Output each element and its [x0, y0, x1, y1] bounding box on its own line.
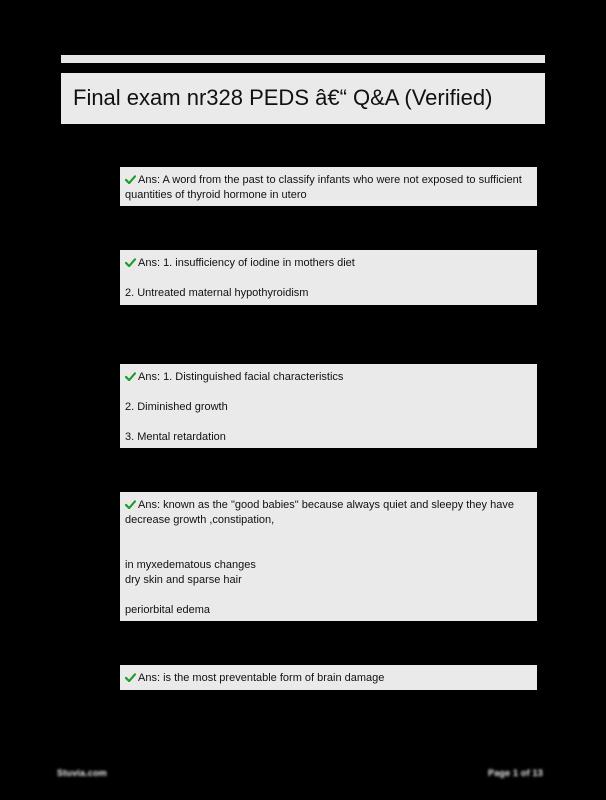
answer-box-4: [120, 492, 537, 621]
answer-text: Ans: is the most preventable form of brain damage: [138, 672, 385, 684]
check-icon: [125, 500, 136, 509]
answer-line: in myxedematous changes: [125, 559, 256, 571]
answer-line: [125, 370, 532, 385]
answer-line: 2. Diminished growth: [125, 401, 228, 413]
spacer: [125, 271, 532, 286]
answer-line: quantities of thyroid hormone in utero: [125, 189, 307, 201]
answer-box-5: [120, 665, 537, 690]
answer-text: Ans: A word from the past to classify infants who were not exposed to sufficient: [138, 174, 522, 186]
answer-line: [125, 671, 532, 686]
spacer: [125, 588, 532, 603]
answer-line: periorbital edema: [125, 604, 210, 616]
check-icon: [125, 175, 136, 184]
answer-line: decrease growth ,constipation,: [125, 514, 275, 526]
answer-line: dry skin and sparse hair: [125, 574, 242, 586]
answer-text: Ans: 1. insufficiency of iodine in mothers diet: [138, 257, 355, 269]
answer-line: 3. Mental retardation: [125, 431, 226, 443]
spacer: [125, 385, 532, 400]
title-box: [61, 73, 545, 124]
answer-line: [125, 498, 532, 513]
header-rule: [61, 55, 545, 63]
footer-source: Stuvia.com: [57, 768, 108, 778]
answer-box-1: [120, 167, 537, 206]
answer-box-2: [120, 250, 537, 305]
answer-line: 2. Untreated maternal hypothyroidism: [125, 287, 309, 299]
answer-text: Ans: known as the "good babies" because always quiet and sleepy they have: [138, 499, 514, 511]
check-icon: [125, 258, 136, 267]
answer-box-3: [120, 364, 537, 448]
spacer: [125, 415, 532, 430]
check-icon: [125, 673, 136, 682]
page-title: Final exam nr328 PEDS â€“ Q&A (Verified): [73, 85, 493, 110]
check-icon: [125, 372, 136, 381]
spacer: [125, 528, 532, 558]
answer-line: [125, 256, 532, 271]
answer-line: [125, 173, 532, 188]
answer-text: Ans: 1. Distinguished facial characteristics: [138, 371, 344, 383]
footer-page-number: Page 1 of 13: [488, 768, 543, 778]
